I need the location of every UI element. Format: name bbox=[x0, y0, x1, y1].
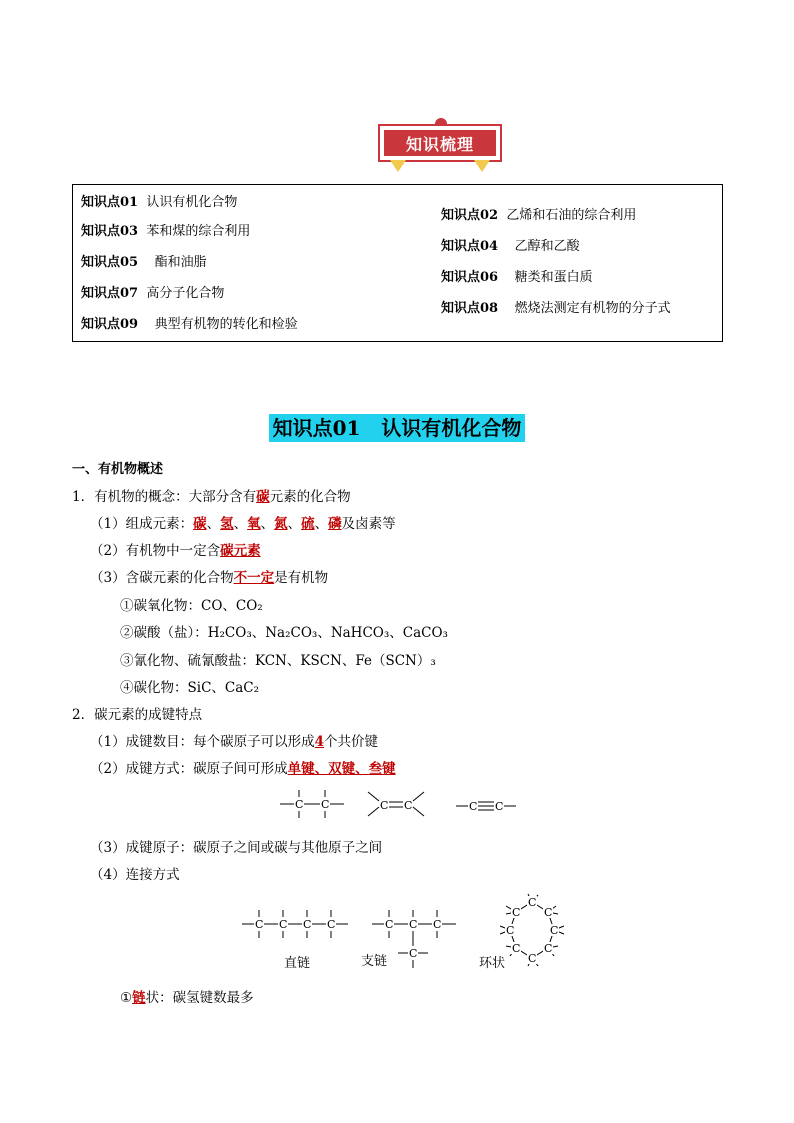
toc-item[interactable]: 知识点03 苯和煤的综合利用 bbox=[81, 224, 251, 239]
heading-overview: 一、有机物概述 bbox=[72, 462, 164, 477]
bond-count-line: （1）成键数目：每个碳原子可以形成4个共价键 bbox=[90, 734, 378, 750]
atom-label: C bbox=[433, 918, 442, 931]
example-item: ②碳酸（盐）：H₂CO₃、Na₂CO₃、NaHCO₃、CaCO₃ bbox=[120, 625, 448, 641]
atom-label: C bbox=[544, 942, 553, 955]
badge-frame bbox=[378, 124, 502, 162]
atom-label: C bbox=[506, 924, 515, 937]
example-item: ①碳氧化物：CO、CO₂ bbox=[120, 598, 263, 614]
atom-label: C bbox=[409, 947, 418, 960]
example-item: ③氰化物、硫氰酸盐：KCN、KSCN、Fe（SCN）₃ bbox=[120, 653, 436, 669]
toc-item[interactable]: 知识点02 乙烯和石油的综合利用 bbox=[441, 208, 637, 223]
badge-title: 知识梳理 bbox=[405, 134, 474, 154]
toc-item[interactable]: 知识点05 酯和油脂 bbox=[81, 255, 207, 270]
atom-label: C bbox=[279, 918, 288, 931]
ribbon-left-icon bbox=[390, 160, 406, 172]
atom-label: C bbox=[528, 896, 537, 909]
chain-note-line: ①链状：碳氢键数最多 bbox=[120, 990, 254, 1006]
toc-item[interactable]: 知识点07 高分子化合物 bbox=[81, 286, 225, 301]
atom-label: C bbox=[321, 798, 330, 811]
bonding-heading: 2．碳元素的成键特点 bbox=[72, 707, 203, 723]
atom-label: C bbox=[550, 924, 559, 937]
toc-item[interactable]: 知识点01 认识有机化合物 bbox=[81, 195, 238, 210]
concept-line: 1．有机物的概念：大部分含有碳元素的化合物 bbox=[72, 489, 351, 505]
connection-line: （4）连接方式 bbox=[90, 867, 180, 883]
bond-atoms-line: （3）成键原子：碳原子之间或碳与其他原子之间 bbox=[90, 840, 383, 856]
toc-item[interactable]: 知识点09 典型有机物的转化和检验 bbox=[81, 317, 298, 332]
atom-label: C bbox=[495, 800, 504, 813]
atom-label: C bbox=[385, 918, 394, 931]
toc-item[interactable]: 知识点06 糖类和蛋白质 bbox=[441, 270, 593, 285]
atom-label: C bbox=[512, 906, 521, 919]
ribbon-right-icon bbox=[474, 160, 490, 172]
toc-item[interactable]: 知识点04 乙醇和乙酸 bbox=[441, 239, 580, 254]
toc-item[interactable]: 知识点08 燃烧法测定有机物的分子式 bbox=[441, 301, 671, 316]
caption-ring: 环状 bbox=[479, 956, 506, 971]
bond-type-line: （2）成键方式：碳原子间可形成单键、双键、叁键 bbox=[90, 761, 396, 777]
atom-label: C bbox=[303, 918, 312, 931]
caption-branched-chain: 支链 bbox=[361, 954, 388, 969]
atom-label: C bbox=[469, 800, 478, 813]
elements-line: （1）组成元素：碳、氢、氧、氮、硫、磷及卤素等 bbox=[90, 516, 396, 532]
bond-diagrams bbox=[270, 782, 540, 830]
not-necessarily-line: （3）含碳元素的化合物不一定是有机物 bbox=[90, 570, 329, 586]
atom-label: C bbox=[404, 799, 413, 812]
example-item: ④碳化物：SiC、CaC₂ bbox=[120, 680, 260, 696]
atom-label: C bbox=[409, 918, 418, 931]
section-title: 知识点01 认识有机化合物 bbox=[0, 412, 794, 441]
atom-label: C bbox=[295, 798, 304, 811]
section-badge bbox=[376, 118, 506, 176]
toc-box bbox=[72, 184, 723, 342]
atom-label: C bbox=[528, 952, 537, 965]
atom-label: C bbox=[255, 918, 264, 931]
must-contain-line: （2）有机物中一定含碳元素 bbox=[90, 543, 261, 559]
atom-label: C bbox=[327, 918, 336, 931]
atom-label: C bbox=[544, 906, 553, 919]
caption-straight-chain: 直链 bbox=[284, 956, 311, 971]
atom-label: C bbox=[512, 942, 521, 955]
atom-label: C bbox=[380, 799, 389, 812]
